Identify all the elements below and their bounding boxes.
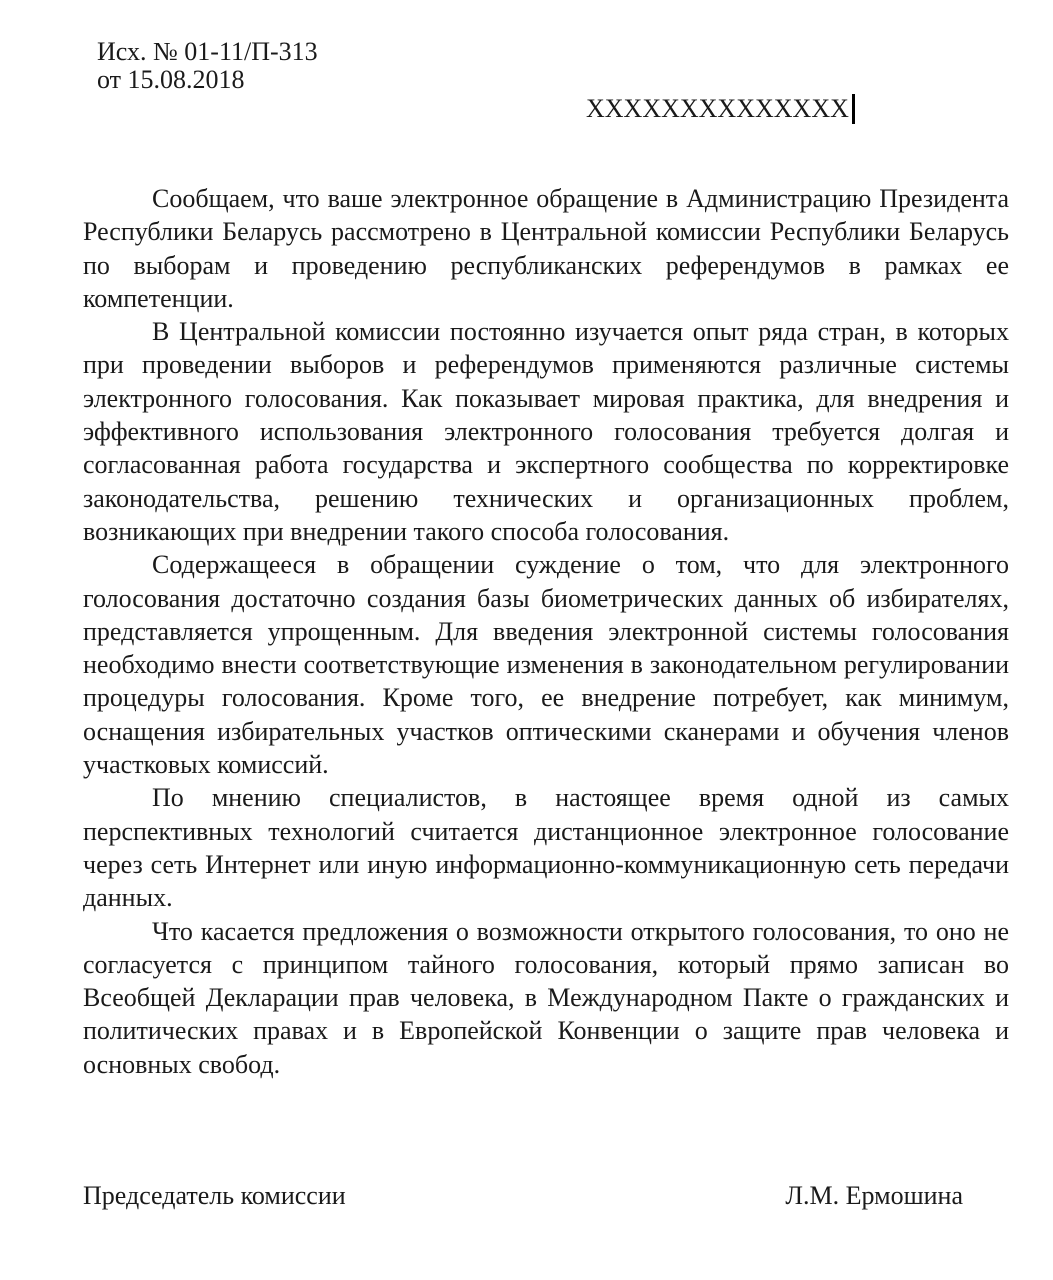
addressee-name: XXXXXXXXXXXXXX xyxy=(586,94,849,123)
signatory-role: Председатель комиссии xyxy=(83,1181,346,1210)
paragraph-4: По мнению специалистов, в настоящее время одной из самых перспективных технологий считается дистанционное электронное голосование через сеть Интернет или иную информационно-коммуникационную сеть передачи данных. xyxy=(83,783,1009,913)
outgoing-reference xyxy=(97,38,318,94)
outgoing-date: от 15.08.2018 xyxy=(97,65,245,94)
signatory-name: Л.М. Ермошина xyxy=(785,1181,963,1210)
addressee xyxy=(586,94,855,124)
paragraph-2: В Центральной комиссии постоянно изучается опыт ряда стран, в которых при проведении выборов и референдумов применяются различные системы электронного голосования. Как показывает мировая практика, для внедрения и эффективного использования электронного голосования требуется долгая и согласованная работа государства и экспертного сообщества по корректировке законодательства, решению технических и организационных проблем, возникающих при внедрении такого способа голосования. xyxy=(83,317,1009,546)
letter-body xyxy=(83,182,1009,1081)
outgoing-number: Исх. № 01-11/П-313 xyxy=(97,37,318,66)
paragraph-5: Что касается предложения о возможности открытого голосования, то оно не согласуется с принципом тайного голосования, который прямо записан во Всеобщей Декларации прав человека, в Международном Пакте о гражданских и политических правах и в Европейской Конвенции о защите прав человека и основных свобод. xyxy=(83,916,1009,1079)
paragraph-1: Сообщаем, что ваше электронное обращение в Администрацию Президента Республики Беларусь рассмотрено в Центральной комиссии Республики Беларусь по выборам и проведению республиканских референдумов в рамках ее компетенции. xyxy=(83,184,1009,313)
text-cursor-icon xyxy=(852,94,855,124)
paragraph-3: Содержащееся в обращении суждение о том, что для электронного голосования достаточно создания базы биометрических данных об избирателях, представляется упрощенным. Для введения электронной системы голосования необходимо внести соответствующие изменения в законодательном регулировании процедуры голосования. Кроме того, ее внедрение потребует, как минимум, оснащения избирательных участков оптическими сканерами и обучения членов участковых комиссий. xyxy=(83,550,1009,780)
